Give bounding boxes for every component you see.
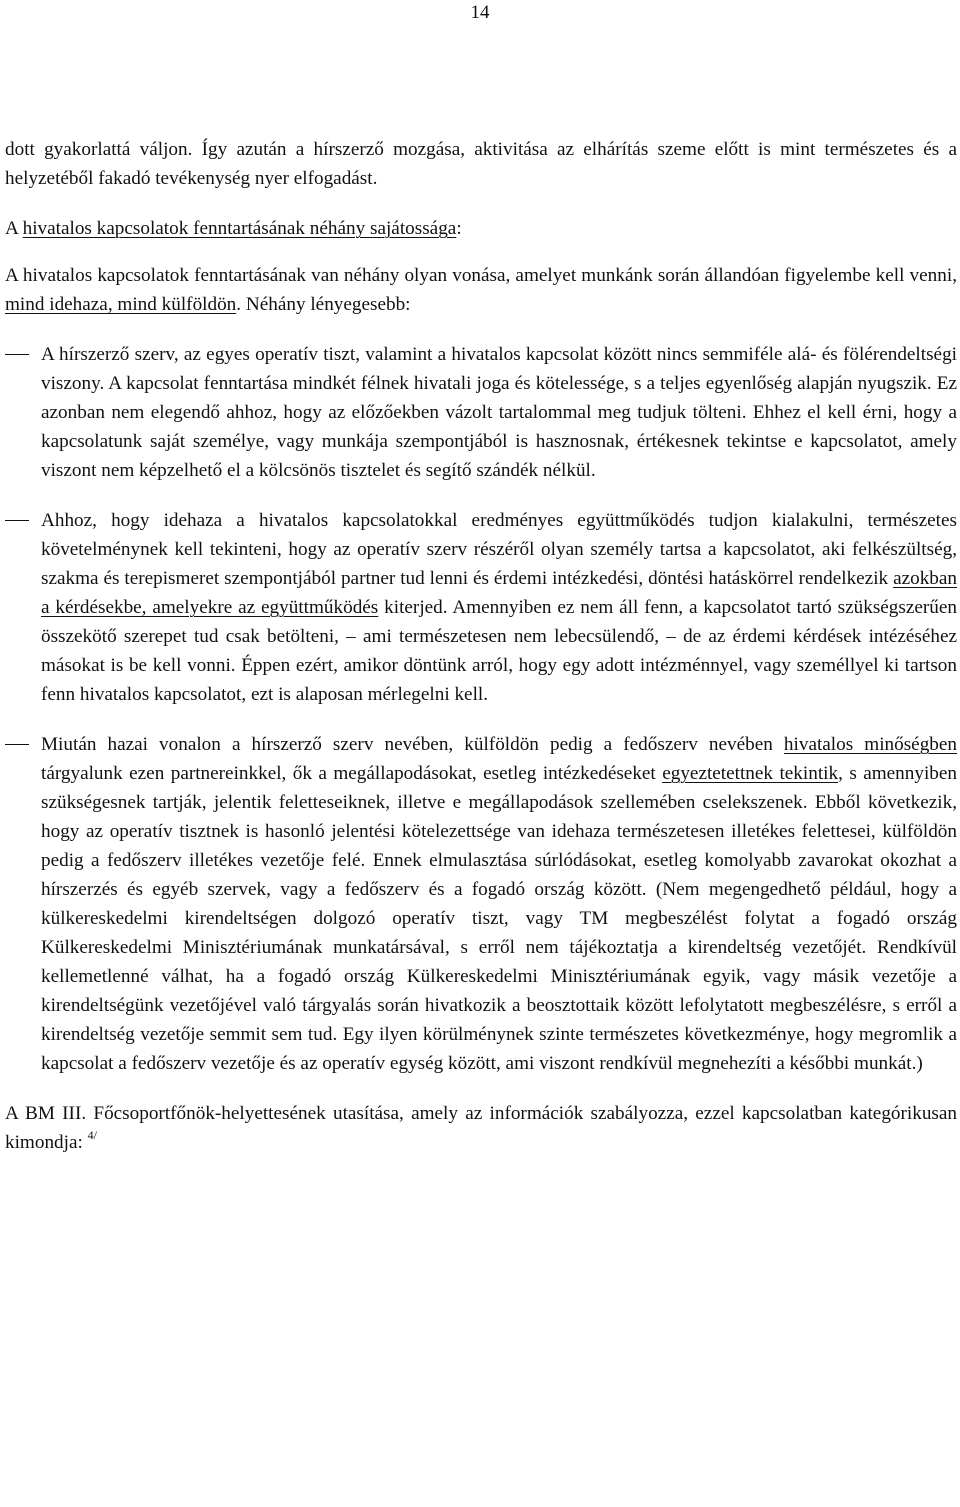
intro-paragraph: dott gyakorlattá váljon. Így azután a hírszerző mozgása, aktivitása az elhárítás szeme előtt is mint természetes és a helyzetéből fakadó tevékenység nyer elfogadást.: [5, 139, 957, 189]
section-intro-post: . Néhány lényegesebb:: [236, 294, 411, 315]
closing-text: A BM III. Főcsoportfőnök-helyettesének utasítása, amely az információk szabályozza, ezzel kapcsolatban kategórikusan kimondja:: [5, 1103, 957, 1153]
closing-paragraph: [5, 1099, 957, 1157]
section-heading-pre: A: [5, 218, 23, 239]
list-item-text-post: kiterjed. Amennyiben ez nem áll fenn, a kapcsolatot tartó szükségszerűen összekötő szerepet tud csak betölteni, – ami természetesen nem lebecsülendő, – de az érdemi kérdések intézéséhez másokat is be kell vonni. Éppen ezért, amikor döntünk arról, hogy egy adott intézménnyel, vagy személlyel ki tartson fenn hivatalos kapcsolatot, ezt is alaposan mérlegelni kell.: [41, 597, 957, 705]
list-item: [5, 340, 957, 485]
section-intro-paragraph: [5, 261, 957, 319]
list-item-text-post: , s amennyiben szükségesnek tartják, jelentik feletteseiknek, illetve e megállapodások szellemében cselekszenek. Ebből következik, hogy az operatív tisztnek is hasonló jelentési kötelezettsége van idehaza természetesen illetékes felettesei, külföldön pedig a fedőszerv illetékes vezetője felé. Ennek elmulasztása súrlódásokat, esetleg komolyabb zavarokat okozhat a hírszerzés és egyéb szervek, vagy a fedőszerv és a fogadó ország között. (Nem megengedhető például, hogy a külkereskedelmi kirendeltségen dolgozó operatív tiszt, vagy TM megbeszélést folytat a fogadó ország Külkereskedelmi Minisztériumának munkatársával, s erről nem tájékoztatja a kirendeltség vezetőjét. Rendkívül kellemetlenné válhat, ha a fogadó ország Külkereskedelmi Minisztériumának egyik, vagy másik vezetője a kirendeltségünk vezetőjével való tárgyalás során hivatkozik a beosztottaik között lefolytatott megbeszélésre, s erről a kirendeltség vezetője semmit sem tud. Egy ilyen körülménynek szinte természetes következménye, hogy megromlik a kapcsolat a fedőszerv vezetője és az operatív egység között, ami viszont rendkívül megnehezíti a későbbi munkát.): [41, 763, 957, 1074]
section-heading-underlined: hivatalos kapcsolatok fenntartásának néhány sajátossága: [22, 218, 457, 239]
list-item: [5, 730, 957, 1078]
list-item-text-pre: Ahhoz, hogy idehaza a hivatalos kapcsolatokkal eredményes együttműködés tudjon kialakulni, természetes követelménynek kell tekinteni, hogy az operatív szerv részéről olyan személy tartsa a kapcsolatot, aki felkészültség, szakma és terepismeret szempontjából partner tud lenni és érdemi intézkedési, döntési hatáskörrel rendelkezik: [41, 510, 957, 589]
list-item: [5, 506, 957, 709]
list-item-text: A hírszerző szerv, az egyes operatív tiszt, valamint a hivatalos kapcsolat között nincs semmiféle alá- és fölérendeltségi viszony. A kapcsolat fenntartása mindkét félnek hivatali joga és kötelessége, s a teljes egyenlőség alapján nyugszik. Ez azonban nem elegendő ahhoz, hogy az előzőekben vázolt tartalommal meg tudjuk tölteni. Ehhez el kell érni, hogy a kapcsolatunk saját személye, vagy munkája szempontjából is hasznosnak, értékesnek tekintse e kapcsolatot, amely viszont nem képzelhető el a kölcsönös tisztelet és segítő szándék nélkül.: [41, 344, 957, 481]
section-intro-underlined: mind idehaza, mind külföldön: [5, 294, 237, 315]
list-item-text-underlined: hivatalos minőségben: [783, 734, 957, 755]
list-item-text-underlined: azokban a kérdésekbe, amelyekre az együttműködés: [41, 568, 957, 618]
list-item-text-underlined: egyeztetettnek tekintik: [662, 763, 839, 784]
section-heading-post: :: [456, 218, 462, 239]
footnote-marker: 4/: [87, 1128, 97, 1142]
page-number: 14: [470, 2, 490, 23]
list-item-text-mid: tárgyalunk ezen partnereinkkel, ők a megállapodásokat, esetleg intézkedéseket: [41, 763, 663, 784]
dash-bullet: [5, 354, 29, 355]
list-item-text-pre: Miután hazai vonalon a hírszerző szerv nevében, külföldön pedig a fedőszerv nevében: [41, 734, 784, 755]
section-intro-pre: A hivatalos kapcsolatok fenntartásának van néhány olyan vonása, amelyet munkánk során állandóan figyelembe kell venni,: [5, 265, 957, 286]
dash-bullet: [5, 520, 29, 521]
dash-bullet: [5, 744, 29, 745]
section-heading: [5, 214, 957, 243]
document-body: [5, 135, 957, 1157]
